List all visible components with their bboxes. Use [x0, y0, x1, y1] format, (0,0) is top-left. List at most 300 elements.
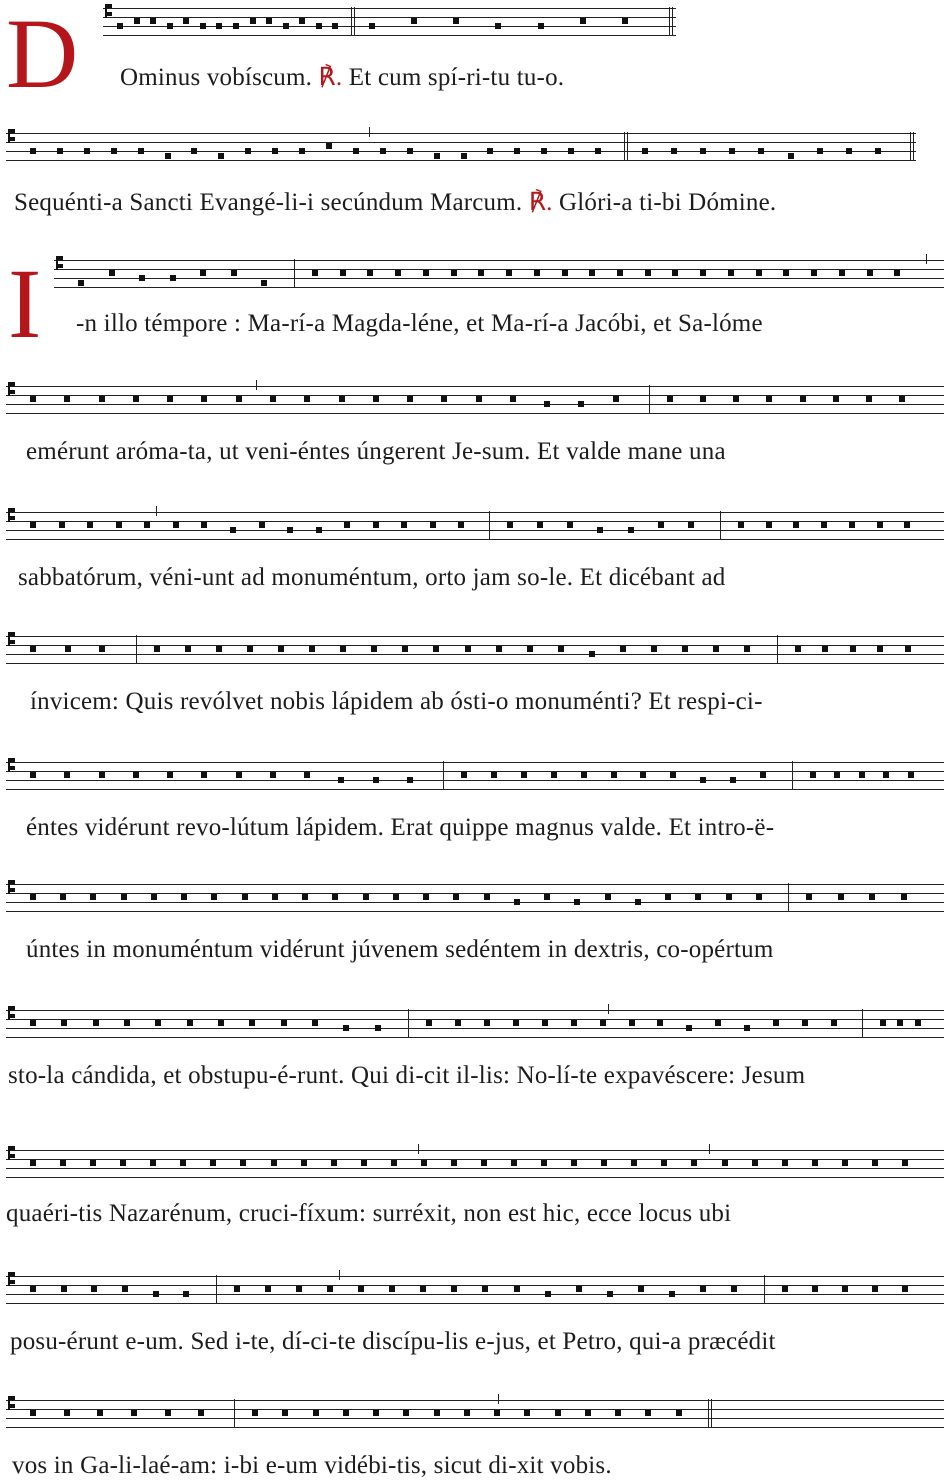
neume-note — [541, 148, 547, 154]
neume-note — [733, 396, 739, 402]
neume-note — [672, 270, 678, 276]
neume-note — [571, 1160, 577, 1166]
neume-note — [730, 777, 736, 783]
neume-note — [65, 646, 71, 652]
neume-note — [134, 18, 140, 24]
neume-note — [61, 1286, 67, 1292]
c-clef-icon — [8, 1396, 16, 1410]
neume-note — [343, 1410, 349, 1416]
neume-note — [667, 396, 673, 402]
neume-note — [60, 894, 66, 900]
neume-note — [167, 772, 173, 778]
neume-note — [645, 1410, 651, 1416]
neume-note — [744, 1025, 750, 1031]
neume-note — [245, 148, 251, 154]
neume-note — [451, 1160, 457, 1166]
neume-note — [695, 894, 701, 900]
neume-note — [109, 270, 115, 276]
neume-note — [766, 522, 772, 528]
neume-note — [578, 401, 584, 407]
neume-note — [375, 1025, 381, 1031]
neume-note — [242, 894, 248, 900]
neume-note — [233, 23, 239, 29]
neume-note — [240, 1160, 246, 1166]
neume-note — [266, 18, 272, 24]
neume-note — [90, 1160, 96, 1166]
neume-note — [30, 1410, 36, 1416]
neume-note — [393, 894, 399, 900]
c-clef-icon — [56, 256, 64, 270]
neume-note — [640, 772, 646, 778]
neume-note — [589, 270, 595, 276]
neume-note — [541, 1160, 547, 1166]
neume-note — [795, 646, 801, 652]
neume-note — [585, 1410, 591, 1416]
c-clef-icon — [8, 880, 16, 894]
neume-note — [514, 148, 520, 154]
neume-note — [782, 1160, 788, 1166]
neume-note — [658, 522, 664, 528]
neume-note — [216, 23, 222, 29]
neume-note — [331, 1160, 337, 1166]
neume-note — [834, 772, 840, 778]
neume-note — [628, 527, 634, 533]
neume-note — [894, 270, 900, 276]
neume-note — [299, 148, 305, 154]
neume-note — [302, 894, 308, 900]
neume-note — [187, 1020, 193, 1026]
neume-note — [760, 772, 766, 778]
neume-note — [151, 894, 157, 900]
neume-note — [433, 646, 439, 652]
neume-note — [121, 894, 127, 900]
neume-note — [60, 1160, 66, 1166]
neume-note — [682, 646, 688, 652]
neume-note — [338, 777, 344, 783]
lyric-line: sto-la cándida, et obstupu-é-runt. Qui di-cit il-lis: No-lí-te expavéscere: Jesum — [8, 1062, 806, 1089]
neume-note — [181, 894, 187, 900]
neume-note — [373, 522, 379, 528]
neume-note — [487, 148, 493, 154]
neume-note — [638, 1286, 644, 1292]
neume-note — [534, 270, 540, 276]
neume-note — [872, 1286, 878, 1292]
neume-note — [332, 894, 338, 900]
neume-note — [407, 148, 413, 154]
neume-note — [600, 1020, 606, 1026]
neume-note — [250, 18, 256, 24]
neume-note — [581, 772, 587, 778]
neume-note — [236, 396, 242, 402]
neume-note — [465, 646, 471, 652]
neume-note — [758, 148, 764, 154]
neume-note — [281, 1020, 287, 1026]
neume-note — [270, 772, 276, 778]
neume-note — [183, 18, 189, 24]
neume-note — [87, 522, 93, 528]
neume-note — [545, 1291, 551, 1297]
neume-note — [905, 646, 911, 652]
neume-note — [97, 1410, 103, 1416]
neume-note — [899, 396, 905, 402]
neume-note — [645, 270, 651, 276]
neume-note — [90, 894, 96, 900]
neume-note — [849, 522, 855, 528]
neume-note — [61, 1020, 67, 1026]
neume-note — [373, 1410, 379, 1416]
neume-note — [200, 23, 206, 29]
neume-note — [713, 646, 719, 652]
neume-note — [332, 23, 338, 29]
neume-note — [491, 772, 497, 778]
neume-note — [880, 1020, 886, 1026]
neume-note — [423, 270, 429, 276]
neume-note — [812, 1286, 818, 1292]
neume-note — [461, 153, 467, 159]
c-clef-icon — [8, 1272, 16, 1286]
neume-note — [802, 1020, 808, 1026]
neume-note — [812, 1160, 818, 1166]
neume-note — [133, 396, 139, 402]
neume-note — [198, 1410, 204, 1416]
neume-note — [64, 772, 70, 778]
neume-note — [574, 899, 580, 905]
neume-note — [715, 1020, 721, 1026]
neume-note — [316, 23, 322, 29]
neume-note — [562, 270, 568, 276]
neume-note — [915, 1020, 921, 1026]
neume-note — [312, 270, 318, 276]
neume-note — [131, 1410, 137, 1416]
neume-note — [304, 772, 310, 778]
neume-note — [30, 1160, 36, 1166]
neume-note — [461, 772, 467, 778]
neume-note — [817, 148, 823, 154]
neume-note — [514, 899, 520, 905]
neume-note — [139, 275, 145, 281]
c-clef-icon — [8, 1006, 16, 1020]
lyric-line: ínvicem: Quis revólvet nobis lápidem ab ósti-o monuménti? Et respi-ci- — [30, 688, 763, 715]
neume-note — [407, 777, 413, 783]
neume-note — [272, 894, 278, 900]
neume-note — [170, 275, 176, 281]
neume-note — [756, 270, 762, 276]
neume-note — [567, 522, 573, 528]
neume-note — [201, 522, 207, 528]
neume-note — [542, 1020, 548, 1026]
neume-note — [601, 1160, 607, 1166]
neume-note — [838, 894, 844, 900]
neume-note — [30, 894, 36, 900]
neume-note — [426, 1020, 432, 1026]
neume-note — [544, 401, 550, 407]
neume-note — [676, 1410, 682, 1416]
c-clef-icon — [8, 632, 16, 646]
neume-note — [476, 396, 482, 402]
neume-note — [78, 280, 84, 286]
lyric-line: úntes in monuméntum vidérunt júvenem sedéntem in dextris, co-opértum — [26, 936, 774, 963]
lyric-line: posu-érunt e-um. Sed i-te, dí-ci-te discípu-lis e-jus, et Petro, qui-a præcédit — [10, 1328, 776, 1355]
neume-note — [361, 1160, 367, 1166]
neume-note — [218, 1020, 224, 1026]
neume-note — [30, 148, 36, 154]
neume-note — [897, 1020, 903, 1026]
neume-note — [729, 148, 735, 154]
neume-note — [691, 1160, 697, 1166]
neume-note — [191, 148, 197, 154]
neume-note — [484, 1020, 490, 1026]
neume-note — [93, 1020, 99, 1026]
neume-note — [230, 527, 236, 533]
neume-note — [537, 522, 543, 528]
neume-note — [866, 396, 872, 402]
neume-note — [380, 148, 386, 154]
lyric-line: Ominus vobíscum. ℟. Et cum spí-ri-tu tu-o. — [120, 64, 565, 91]
neume-note — [904, 522, 910, 528]
neume-note — [343, 1025, 349, 1031]
neume-note — [150, 18, 156, 24]
neume-note — [327, 1286, 333, 1292]
neume-note — [810, 772, 816, 778]
neume-note — [265, 1286, 271, 1292]
neume-note — [617, 270, 623, 276]
neume-note — [782, 1286, 788, 1292]
c-clef-icon — [8, 382, 16, 396]
neume-note — [752, 1160, 758, 1166]
neume-note — [183, 1291, 189, 1297]
neume-note — [700, 396, 706, 402]
neume-note — [453, 18, 459, 24]
neume-note — [482, 1286, 488, 1292]
neume-note — [571, 1020, 577, 1026]
neume-note — [278, 646, 284, 652]
neume-note — [595, 148, 601, 154]
neume-note — [249, 1020, 255, 1026]
neume-note — [272, 148, 278, 154]
neume-note — [700, 1286, 706, 1292]
neume-note — [901, 894, 907, 900]
neume-note — [99, 646, 105, 652]
neume-note — [494, 1410, 500, 1416]
neume-note — [367, 270, 373, 276]
neume-note — [99, 396, 105, 402]
neume-note — [358, 1286, 364, 1292]
neume-note — [671, 148, 677, 154]
neume-note — [389, 1286, 395, 1292]
neume-note — [629, 1020, 635, 1026]
neume-note — [30, 646, 36, 652]
c-clef-icon — [8, 1146, 16, 1160]
neume-note — [651, 646, 657, 652]
neume-note — [756, 894, 762, 900]
neume-note — [154, 646, 160, 652]
neume-note — [339, 396, 345, 402]
neume-note — [622, 18, 628, 24]
neume-note — [464, 1410, 470, 1416]
neume-note — [259, 522, 265, 528]
neume-note — [875, 148, 881, 154]
neume-note — [261, 280, 267, 286]
neume-note — [657, 1020, 663, 1026]
neume-note — [369, 23, 375, 29]
neume-note — [495, 23, 501, 29]
neume-note — [728, 270, 734, 276]
neume-note — [185, 646, 191, 652]
neume-note — [833, 396, 839, 402]
neume-note — [869, 894, 875, 900]
c-clef-icon — [8, 508, 16, 522]
neume-note — [271, 1160, 277, 1166]
neume-note — [506, 270, 512, 276]
neume-note — [91, 1286, 97, 1292]
neume-note — [773, 1020, 779, 1026]
neume-note — [84, 148, 90, 154]
neume-note — [301, 1160, 307, 1166]
initial-d: D — [6, 0, 79, 109]
neume-note — [216, 646, 222, 652]
neume-note — [620, 646, 626, 652]
neume-note — [839, 270, 845, 276]
neume-note — [800, 396, 806, 402]
neume-note — [455, 1020, 461, 1026]
lyric-line: éntes vidérunt revo-lútum lápidem. Erat quippe magnus valde. Et intro-ë- — [26, 814, 775, 841]
neume-note — [423, 894, 429, 900]
neume-note — [544, 894, 550, 900]
neume-note — [401, 522, 407, 528]
neume-note — [700, 777, 706, 783]
neume-note — [407, 396, 413, 402]
neume-note — [613, 396, 619, 402]
neume-note — [316, 527, 322, 533]
neume-note — [30, 522, 36, 528]
neume-note — [299, 18, 305, 24]
neume-note — [822, 646, 828, 652]
neume-note — [527, 646, 533, 652]
neume-note — [133, 772, 139, 778]
neume-note — [252, 1410, 258, 1416]
neume-note — [270, 396, 276, 402]
neume-note — [859, 772, 865, 778]
neume-note — [605, 894, 611, 900]
neume-note — [589, 651, 595, 657]
neume-note — [484, 894, 490, 900]
neume-note — [201, 772, 207, 778]
neume-note — [116, 522, 122, 528]
neume-note — [481, 1160, 487, 1166]
lyric-line: emérunt aróma-ta, ut veni-éntes úngerent Je-sum. Et valde mane una — [26, 438, 726, 465]
neume-note — [373, 396, 379, 402]
neume-note — [200, 270, 206, 276]
neume-note — [420, 1286, 426, 1292]
neume-note — [165, 1410, 171, 1416]
neume-note — [665, 894, 671, 900]
neume-note — [811, 270, 817, 276]
neume-note — [686, 1025, 692, 1031]
neume-note — [821, 522, 827, 528]
neume-note — [313, 1410, 319, 1416]
neume-note — [434, 153, 440, 159]
neume-note — [478, 270, 484, 276]
neume-note — [296, 1286, 302, 1292]
neume-note — [403, 1410, 409, 1416]
neume-note — [558, 646, 564, 652]
neume-note — [124, 1020, 130, 1026]
neume-note — [59, 522, 65, 528]
lyric-line: sabbatórum, véni-unt ad monuméntum, orto jam so-le. Et dicébant ad — [18, 564, 726, 591]
neume-note — [507, 522, 513, 528]
neume-note — [722, 1160, 728, 1166]
neume-note — [282, 1410, 288, 1416]
c-clef-icon — [8, 129, 16, 143]
neume-note — [451, 1286, 457, 1292]
neume-note — [165, 153, 171, 159]
neume-note — [231, 270, 237, 276]
neume-note — [395, 270, 401, 276]
neume-note — [615, 1410, 621, 1416]
neume-note — [234, 1286, 240, 1292]
neume-note — [670, 772, 676, 778]
neume-note — [120, 1160, 126, 1166]
neume-note — [538, 23, 544, 29]
neume-note — [842, 1286, 848, 1292]
neume-note — [167, 23, 173, 29]
neume-note — [247, 646, 253, 652]
lyric-line: quaéri-tis Nazarénum, cruci-fíxum: surréxit, non est hic, ecce locus ubi — [6, 1200, 732, 1227]
neume-note — [611, 772, 617, 778]
neume-note — [688, 522, 694, 528]
neume-note — [877, 646, 883, 652]
response-mark: ℟. — [528, 189, 553, 216]
neume-note — [510, 396, 516, 402]
neume-note — [597, 527, 603, 533]
neume-note — [831, 1020, 837, 1026]
neume-note — [766, 396, 772, 402]
neume-note — [180, 1160, 186, 1166]
neume-note — [568, 148, 574, 154]
neume-note — [353, 148, 359, 154]
response-mark: ℟. — [318, 64, 343, 91]
neume-note — [173, 522, 179, 528]
neume-note — [371, 646, 377, 652]
neume-note — [283, 23, 289, 29]
neume-note — [99, 772, 105, 778]
neume-note — [326, 143, 332, 149]
neume-note — [411, 18, 417, 24]
neume-note — [744, 646, 750, 652]
neume-note — [309, 646, 315, 652]
neume-note — [363, 894, 369, 900]
neume-note — [513, 1020, 519, 1026]
neume-note — [496, 646, 502, 652]
neume-note — [441, 396, 447, 402]
neume-note — [555, 1410, 561, 1416]
neume-note — [551, 772, 557, 778]
neume-note — [340, 646, 346, 652]
c-clef-icon — [105, 4, 113, 18]
neume-note — [788, 153, 794, 159]
neume-note — [902, 1286, 908, 1292]
neume-note — [867, 270, 873, 276]
neume-note — [521, 772, 527, 778]
neume-note — [344, 522, 350, 528]
neume-note — [138, 148, 144, 154]
neume-note — [872, 1160, 878, 1166]
neume-note — [738, 522, 744, 528]
neume-note — [669, 1291, 675, 1297]
lyric-line: Sequénti-a Sancti Evangé-li-i secúndum Marcum. ℟. Glóri-a ti-bi Dómine. — [14, 189, 777, 216]
neume-note — [453, 894, 459, 900]
neume-note — [201, 396, 207, 402]
